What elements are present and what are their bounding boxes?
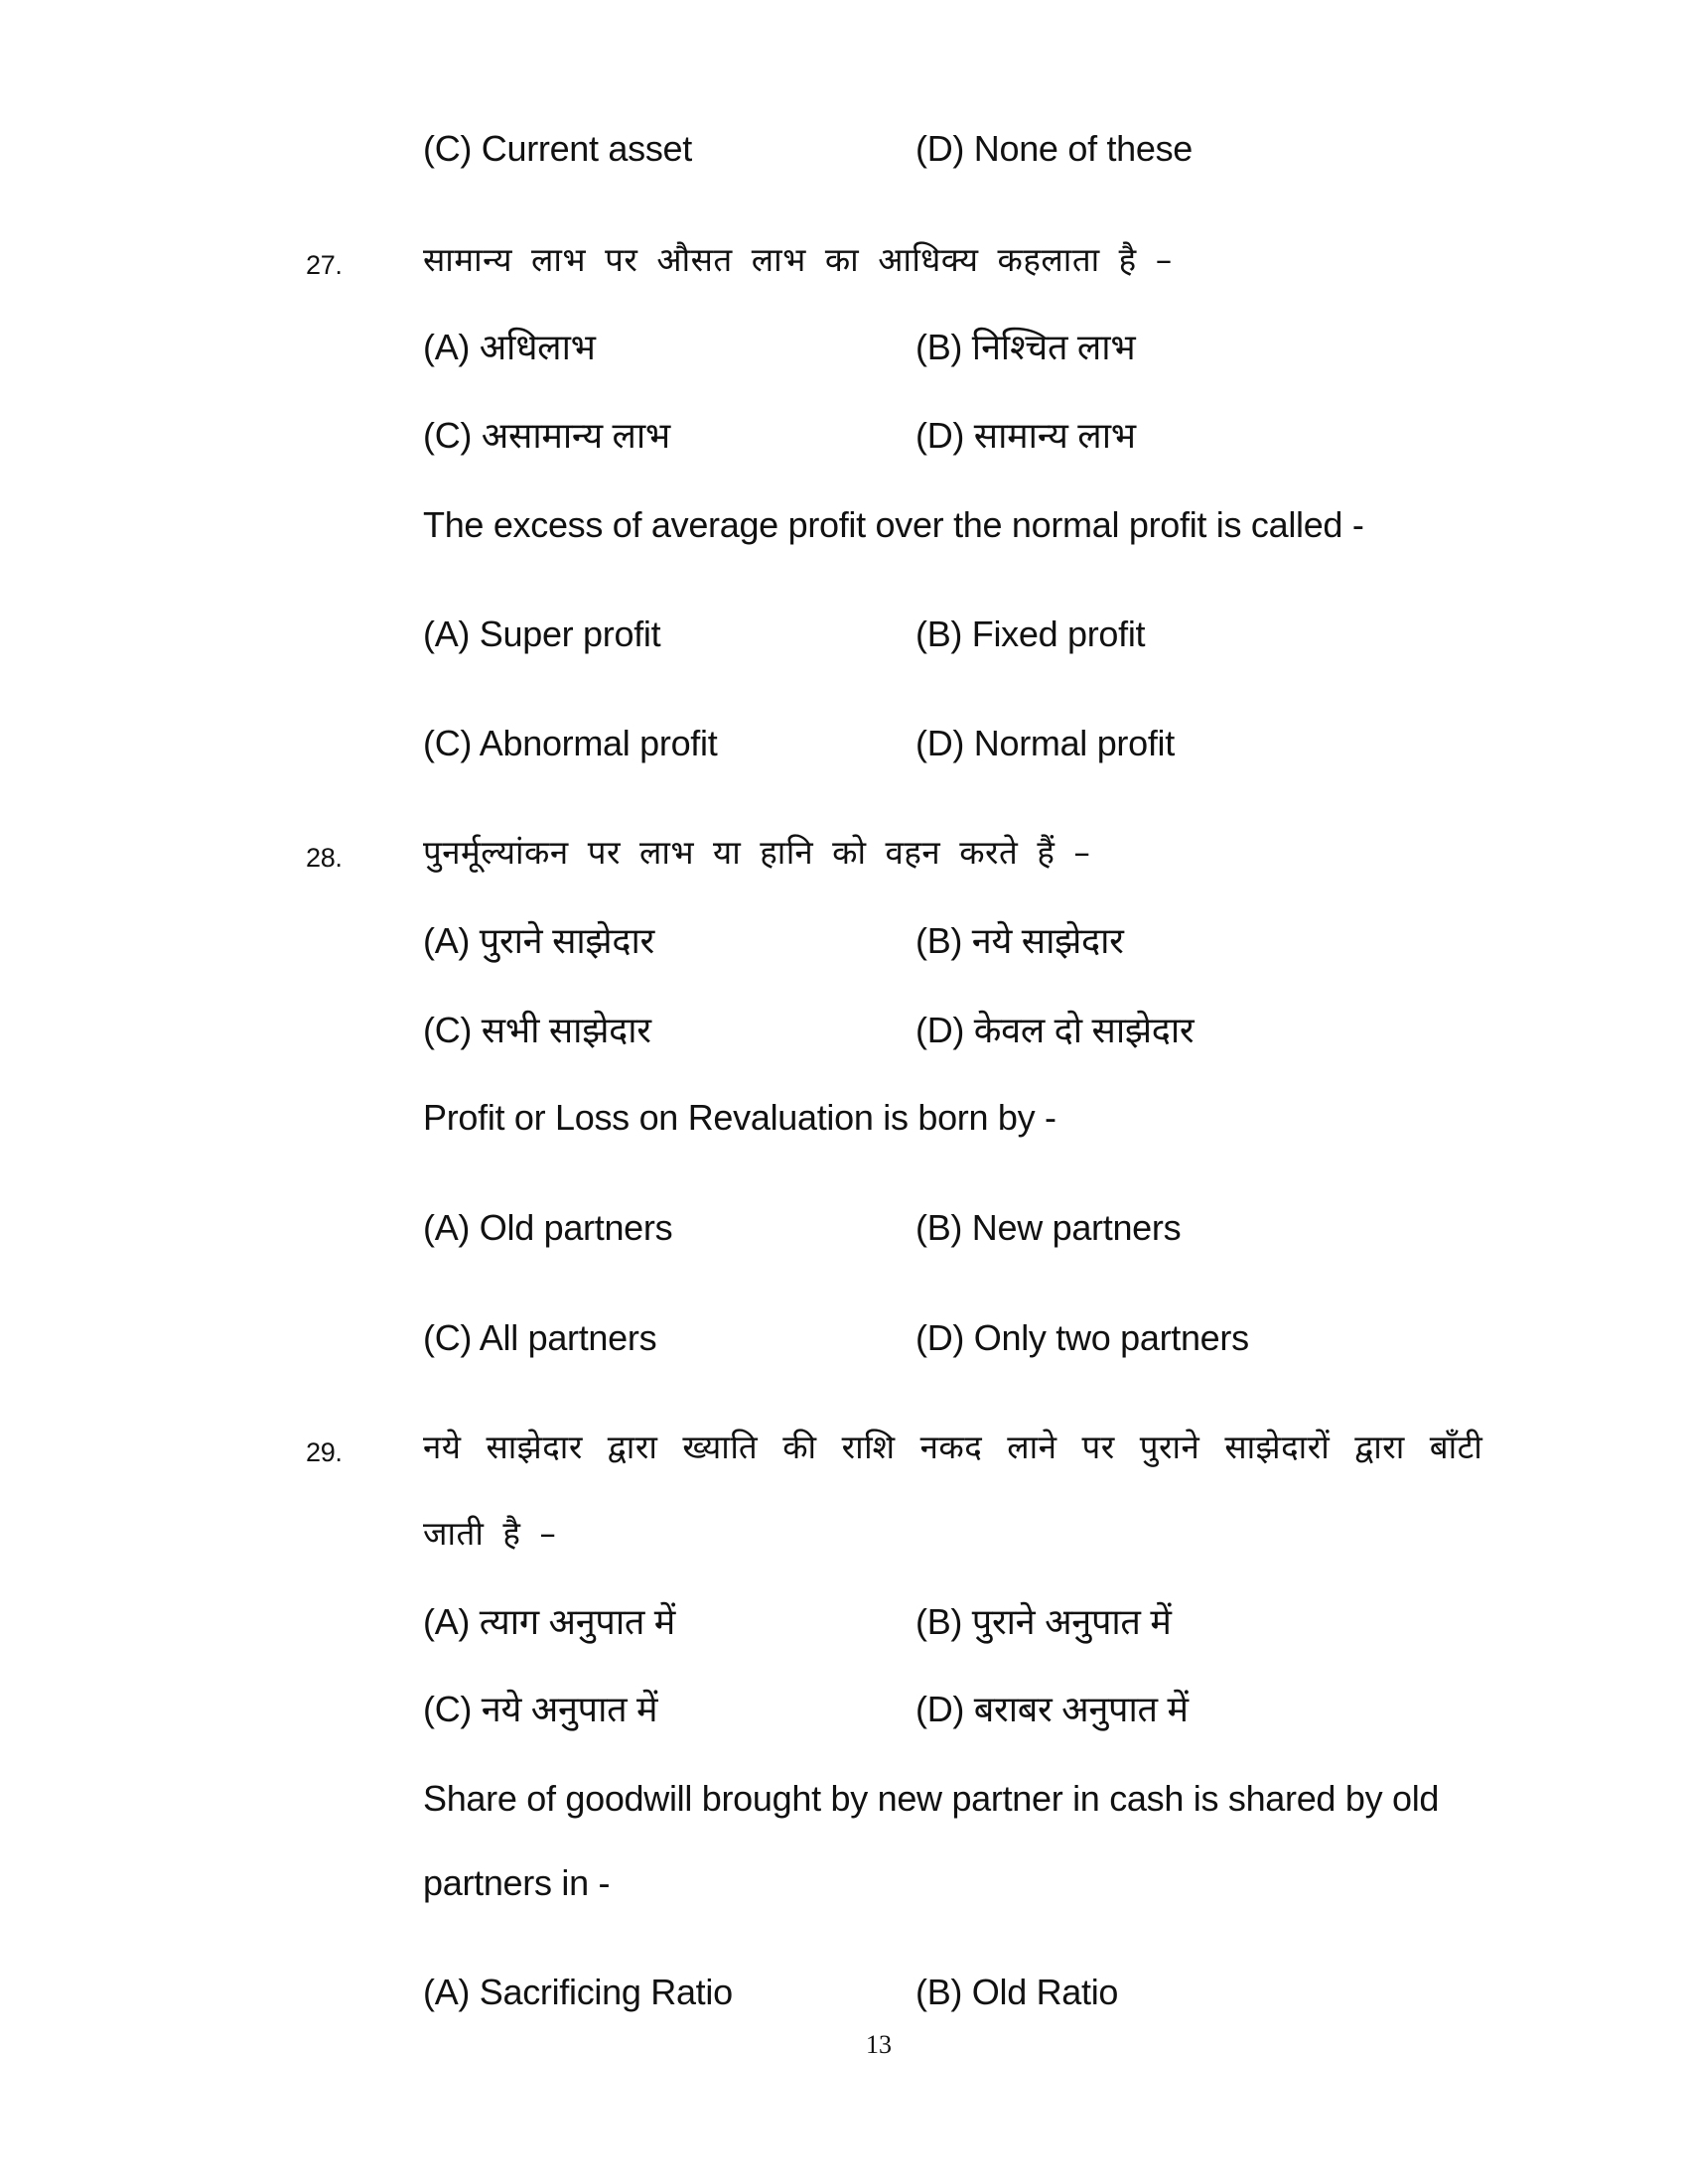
question-29-english-text-line2: partners in - [423,1862,611,1903]
question-27-english-option-b: (B) Fixed profit [915,614,1146,654]
question-27-number: 27. [306,250,343,280]
question-28-english-option-b: (B) New partners [915,1207,1182,1248]
question-28-english-text: Profit or Loss on Revaluation is born by - [423,1097,1056,1138]
question-28-hindi-option-a: (A) पुराने साझेदार [423,920,654,961]
question-27-english-option-a: (A) Super profit [423,614,661,654]
question-28-english-option-c: (C) All partners [423,1317,657,1358]
question-27-hindi-option-a: (A) अधिलाभ [423,327,596,367]
question-29-hindi-option-b: (B) पुराने अनुपात में [915,1601,1172,1642]
question-29-hindi-text-line1: नये साझेदार द्वारा ख्याति की राशि नकद लाने पर पुराने साझेदारों द्वारा बाँटी [423,1428,1483,1466]
question-28-number: 28. [306,843,343,873]
question-29-english-text-line1: Share of goodwill brought by new partner in cash is shared by old [423,1778,1440,1819]
question-29-hindi-option-a: (A) त्याग अनुपात में [423,1601,676,1642]
question-28-hindi-option-b: (B) नये साझेदार [915,920,1124,961]
question-28-hindi-option-d: (D) केवल दो साझेदार [915,1010,1195,1050]
question-27-hindi-option-c: (C) असामान्य लाभ [423,415,670,456]
question-27-english-option-c: (C) Abnormal profit [423,723,718,763]
question-27-hindi-option-d: (D) सामान्य लाभ [915,415,1136,456]
carryover-option-d: (D) None of these [915,128,1194,169]
question-29-english-option-a: (A) Sacrificing Ratio [423,1972,733,2012]
question-27-hindi-option-b: (B) निश्चित लाभ [915,327,1136,367]
question-29-hindi-option-d: (D) बराबर अनुपात में [915,1689,1189,1729]
question-27-english-option-d: (D) Normal profit [915,723,1175,763]
question-28-english-option-a: (A) Old partners [423,1207,673,1248]
question-28-hindi-text: पुनर्मूल्यांकन पर लाभ या हानि को वहन करते हैं – [423,833,1091,872]
page-number: 13 [866,2030,892,2059]
question-28-english-option-d: (D) Only two partners [915,1317,1249,1358]
question-29-english-option-b: (B) Old Ratio [915,1972,1119,2012]
question-29-hindi-text-line2: जाती है – [423,1514,557,1553]
question-27-english-text: The excess of average profit over the normal profit is called - [423,504,1364,545]
question-29-number: 29. [306,1437,343,1467]
question-29-hindi-option-c: (C) नये अनुपात में [423,1689,658,1729]
carryover-option-c: (C) Current asset [423,128,692,169]
question-28-hindi-option-c: (C) सभी साझेदार [423,1010,651,1050]
question-27-hindi-text: सामान्य लाभ पर औसत लाभ का आधिक्य कहलाता है – [423,240,1173,279]
